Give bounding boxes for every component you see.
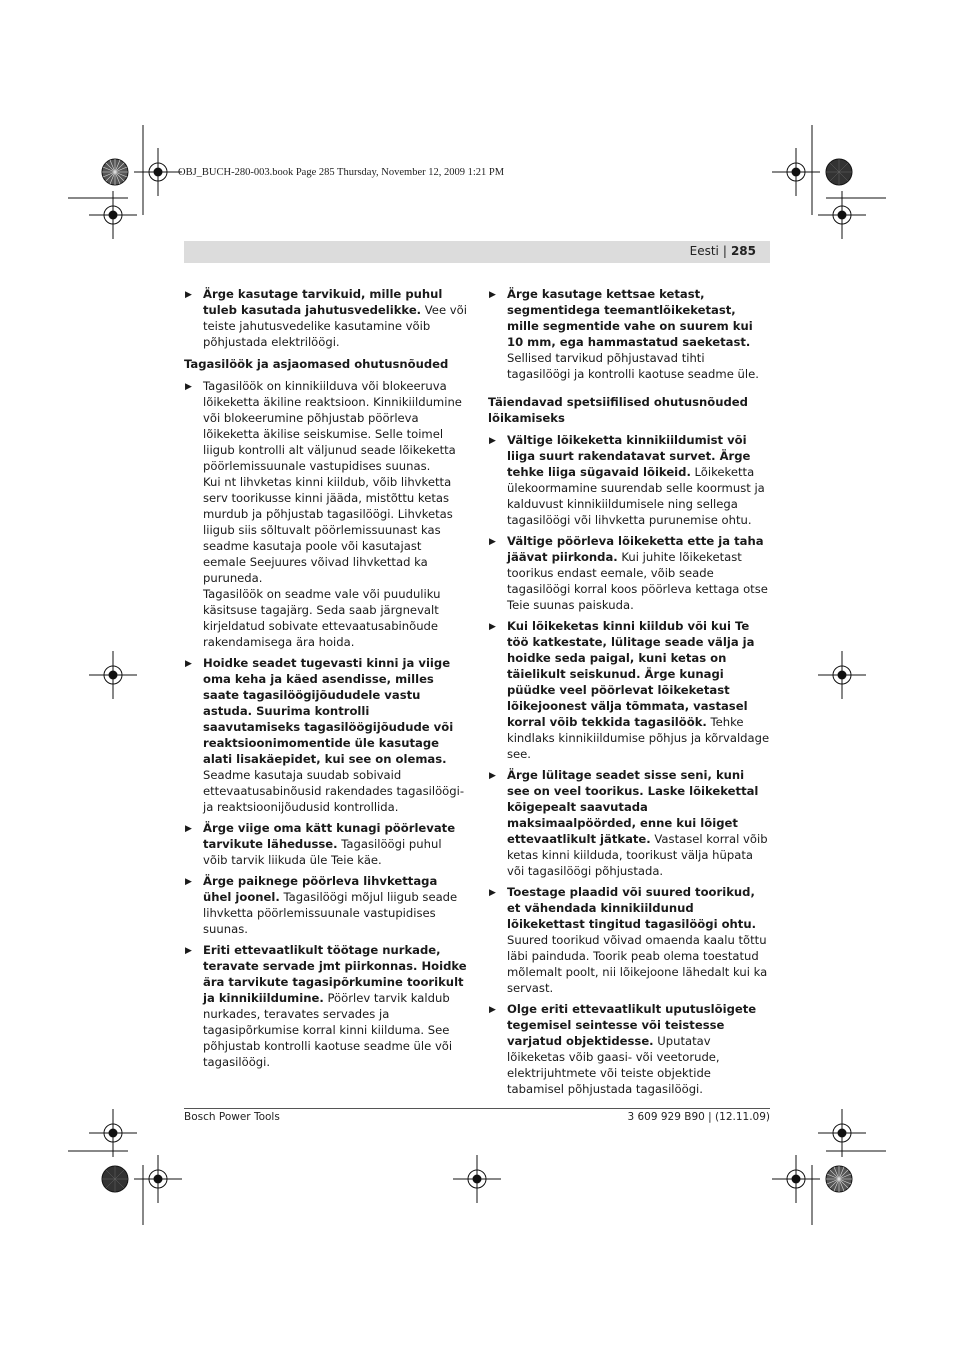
bullet-arrow-icon: ▶ [489,888,496,898]
item-bold-text: Olge eriti ettevaatlikult uputuslõigete tegemisel seintesse või teistesse varjatud objektidesse. [507,1002,757,1048]
bullet-arrow-icon: ▶ [185,659,192,669]
list-item [488,884,770,996]
footer-brand: Bosch Power Tools [184,1111,280,1123]
intro-paragraph: Kui nt lihvketas kinni kiildub, võib lihvketta serv toorikusse kinni jääda, mistõttu ketas murdub ja põhjustab tagasilöögi. Lihvketas liigub siis sõltuvalt pöörlemissuunast kas seadme kasutaja poole või kasutajast eemale Seejuures võivad lihvkettad ka puruneda. [203,475,453,585]
header-separator: | [722,244,727,258]
intro-paragraph: Tagasilöök on kinnikiilduva või blokeeruva lõikeketta äkiline reaktsioon. Kinnikiildumine või blokeerumine põhjustab pöörleva lõikeketta äkilise seiskumise. Selle toimel liigub kontrolli alt väljunud seade lõikeketta pöörlemissuunale vastupidises suunas. [203,379,462,473]
section-heading: Täiendavad spetsiifilised ohutusnõuded lõikamiseks [488,395,748,425]
item-bold-text: Ärge lülitage seadet sisse seni, kuni see on veel toorikus. Laske lõikekettal kõigepealt saavutada maksimaalpöörded, enne kui lõiget ettevaatlikult jätkate. [507,768,759,846]
list-item [488,533,770,613]
item-text: Pöörlev tarvik kaldub nurkades, teravates servades ja tagasipõrkumise korral kinni kiilduma. See põhjustab kontrolli kaotuse seadme üle või tagasilöögi. [203,991,453,1069]
bullet-arrow-icon: ▶ [185,824,192,834]
list-item [184,655,468,815]
list-item [488,1001,770,1097]
list-item [488,767,770,879]
bullet-arrow-icon: ▶ [489,1005,496,1015]
item-bold-text: Vältige lõikeketta kinnikiildumist või liiga suurt rakendatavat survet. Ärge tehke liiga sügavaid lõikeid. [507,433,751,479]
item-text: Sellised tarvikud põhjustavad tihti tagasilöögi ja kontrolli kaotuse seadme üle. [507,351,759,381]
print-info-line: OBJ_BUCH-280-003.book Page 285 Thursday, November 12, 2009 1:21 PM [178,167,505,178]
item-bold-text: Eriti ettevaatlikult töötage nurkade, teravate servade jmt piirkonnas. Hoidke ära tarvikute tagasipõrkumine toorikult ja kinnikiildumine. [203,943,467,1005]
bullet-arrow-icon: ▶ [185,290,192,300]
page-number: 285 [730,244,756,258]
page-header [184,241,770,263]
item-text: Tehke kindlaks kinnikiildumise põhjus ja kõrvaldage see. [507,715,770,761]
header-text [690,244,756,258]
item-bold-text: Hoidke seadet tugevasti kinni ja viige oma keha ja käed asendisse, milles saate tagasilöögijõududele vastu astuda. Suurima kontrolli saavutamiseks tagasilöögijõudude või reaktsioonimomentide üle kasutage alati lisakäepidet, kui see on olemas. [203,656,454,766]
item-text: Vastasel korral võib ketas kinni kiilduda, toorikust välja hüpata või tagasilöögi põhjustada. [507,832,768,878]
right-column [488,286,770,1102]
bullet-arrow-icon: ▶ [185,877,192,887]
bullet-arrow-icon: ▶ [489,622,496,632]
item-bold-text: Toestage plaadid või suured toorikud, et vähendada kinnikiildunud lõikekettast tingitud tagasilöögi ohtu. [507,885,756,931]
list-item [488,432,770,528]
item-bold-text: Ärge kasutage tarvikuid, mille puhul tuleb kasutada jahutusvedelikke. [203,287,443,317]
item-text: Suured toorikud võivad omaenda kaalu tõttu läbi painduda. Toorik peab olema toestatud mõlemalt poolt, nii lõikejoone lähedalt kui ka servast. [507,933,768,995]
bullet-arrow-icon: ▶ [489,771,496,781]
footer-doc-number: 3 609 929 B90 | (12.11.09) [627,1111,770,1123]
bullet-arrow-icon: ▶ [489,436,496,446]
item-bold-text: Ärge kasutage kettsae ketast, segmentidega teemantlõikeketast, mille segmentide vahe on suurem kui 10 mm, ega hammastatud saeketast. [507,287,753,349]
item-bold-text: Ärge viige oma kätt kunagi pöörlevate tarvikute lähedusse. [203,821,456,851]
item-text: Lõikeketta ülekoormamine suurendab selle koormust ja kalduvust kinnikiildumisele ning sellega tagasilöögi või lihvketta purunemise ohtu. [507,465,765,527]
list-item [184,286,468,350]
header-language: Eesti [689,244,719,258]
list-item [184,378,468,650]
footer-divider [184,1108,770,1109]
bullet-arrow-icon: ▶ [185,946,192,956]
list-item [488,286,770,382]
list-item [184,942,468,1070]
list-item [488,618,770,762]
item-text: Seadme kasutaja suudab sobivaid ettevaatusabinõusid rakendades tagasilöögi- ja reaktsioonijõudusid kontrollida. [203,768,465,814]
item-text: Uputatav lõikeketas võib gaasi- või veetorude, elektrijuhtmete või teiste objektide tabamisel põhjustada tagasilöögi. [507,1034,720,1096]
item-text: Kui juhite lõikeketast toorikus endast eemale, võib seade tagasilöögi korral koos pöörleva kettaga otse Teie suunas paiskuda. [507,550,768,612]
bullet-arrow-icon: ▶ [489,537,496,547]
section-heading: Tagasilöök ja asjaomased ohutusnõuded [184,357,449,371]
list-item [184,820,468,868]
item-text: Tagasilöögi mõjul liigub seade lihvketta pöörlemissuunale vastupidises suunas. [203,890,458,936]
bullet-arrow-icon: ▶ [489,290,496,300]
item-bold-text: Vältige pöörleva lõikeketta ette ja taha jäävat piirkonda. [507,534,764,564]
bullet-arrow-icon: ▶ [185,382,192,392]
item-bold-text: Kui lõikeketas kinni kiildub või kui Te töö katkestate, lülitage seade välja ja hoidke seda paigal, kuni ketas on täielikult seiskunud. Ärge kunagi püüdke veel pöörlevat lõikeketast lõikejoonest välja tõmmata, vastasel korral võib tekkida tagasilöök. [507,619,755,729]
list-item [184,873,468,937]
item-bold-text: Ärge paiknege pöörleva lihvkettaga ühel joonel. [203,874,438,904]
item-text: Vee või teiste jahutusvedelike kasutamine võib põhjustada elektrilöögi. [203,303,467,349]
left-column [184,286,468,1075]
item-text: Tagasilöögi puhul võib tarvik liikuda üle Teie käe. [203,837,442,867]
intro-paragraph: Tagasilöök on seadme vale või puuduliku käsitsuse tagajärg. Seda saab järgnevalt kirjeldatud sobivate ettevaatusabinõude rakendamisega ära hoida. [203,587,441,649]
